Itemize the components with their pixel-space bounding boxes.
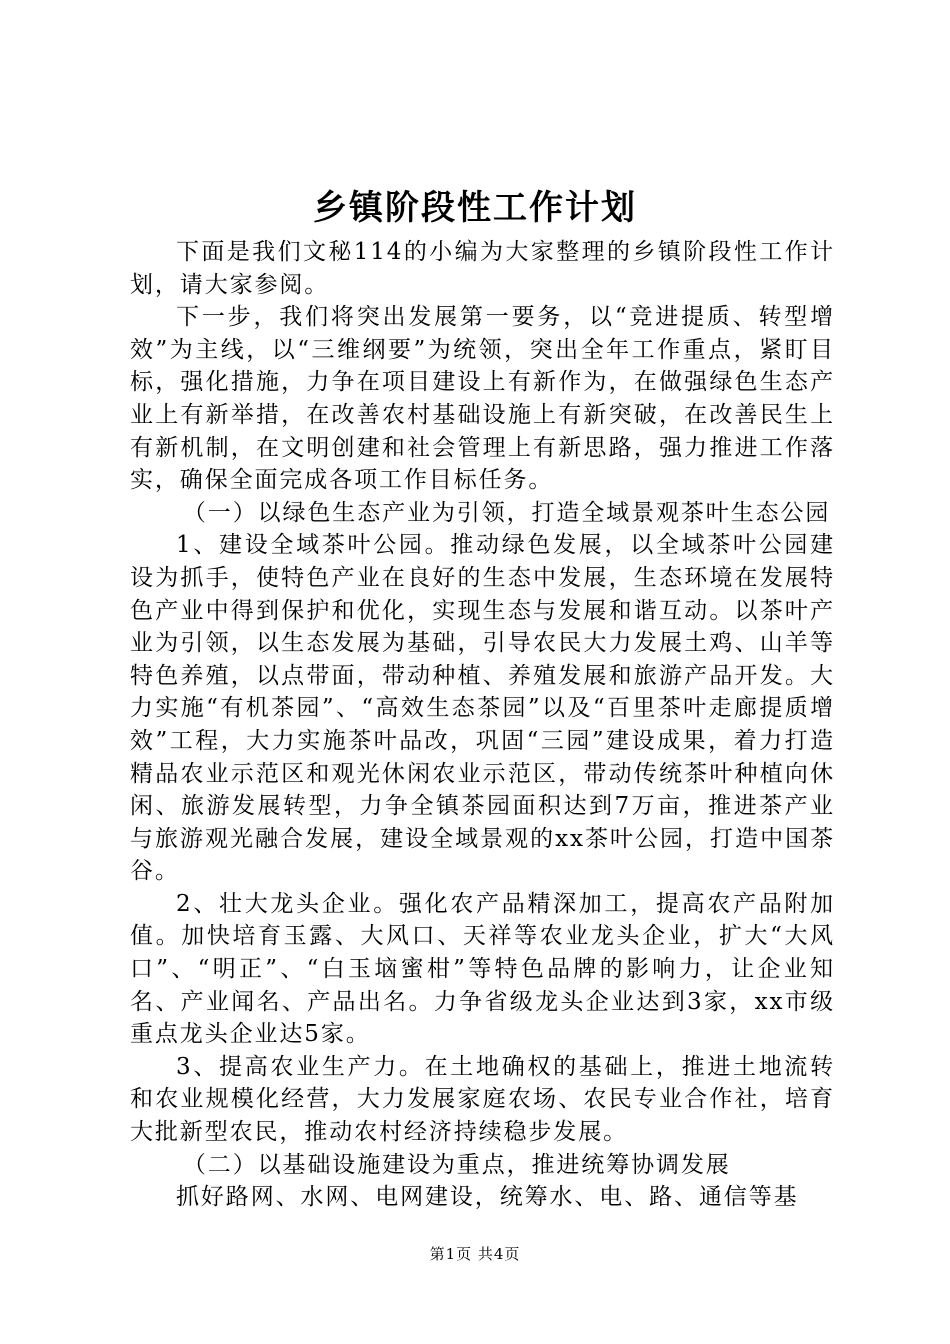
page-total: 共4页: [477, 1245, 521, 1263]
page-footer: [0, 1244, 950, 1264]
intro-paragraph: 下面是我们文秘114的小编为大家整理的乡镇阶段性工作计划，请大家参阅。: [130, 239, 835, 298]
item-paragraph-1: 1、建设全域茶叶公园。推动绿色发展，以全域茶叶公园建设为抓手，使特色产业在良好的生态中发展，生态环境在发展特色产业中得到保护和优化，实现生态与发展和谐互动。以茶叶产业为引领，以生态发展为基础，引导农民大力发展土鸡、山羊等特色养殖，以点带面，带动种植、养殖发展和旅游产品开发。大力实施“有机茶园”、“高效生态茶园”以及“百里茶叶走廊提质增效”工程，大力实施茶叶品改，巩固“三园”建设成果，着力打造精品农业示范区和观光休闲农业示范区，带动传统茶叶种植向休闲、旅游发展转型，力争全镇茶园面积达到7万亩，推进茶产业与旅游观光融合发展，建设全域景观的xx茶叶公园，打造中国茶谷。: [130, 532, 835, 885]
item-paragraph-2: 2、壮大龙头企业。强化农产品精深加工，提高农产品附加值。加快培育玉露、大风口、天祥等农业龙头企业，扩大“大风口”、“明正”、“白玉垴蜜柑”等特色品牌的影响力，让企业知名、产业闻名、产品出名。力争省级龙头企业达到3家，xx市级重点龙头企业达5家。: [130, 890, 835, 1048]
section-heading-1: （一）以绿色生态产业为引领，打造全域景观茶叶生态公园: [182, 499, 831, 526]
document-title: 乡镇阶段性工作计划: [313, 188, 637, 228]
overview-paragraph: 下一步，我们将突出发展第一要务，以“竞进提质、转型增效”为主线，以“三维纲要”为统领，突出全年工作重点，紧盯目标，强化措施，力争在项目建设上有新作为，在做强绿色生态产业上有新举措，在改善农村基础设施上有新突破，在改善民生上有新机制，在文明创建和社会管理上有新思路，强力推进工作落实，确保全面完成各项工作目标任务。: [130, 304, 835, 494]
infrastructure-paragraph: 抓好路网、水网、电网建设，统筹水、电、路、通信等基: [176, 1184, 799, 1211]
item-paragraph-3: 3、提高农业生产力。在土地确权的基础上，推进土地流转和农业规模化经营，大力发展家庭农场、农民专业合作社，培育大批新型农民，推动农村经济持续稳步发展。: [130, 1053, 835, 1146]
section-heading-2: （二）以基础设施建设为重点，推进统筹协调发展: [182, 1151, 731, 1178]
document-body: [130, 236, 835, 1214]
page-number: 第1页: [429, 1245, 473, 1263]
